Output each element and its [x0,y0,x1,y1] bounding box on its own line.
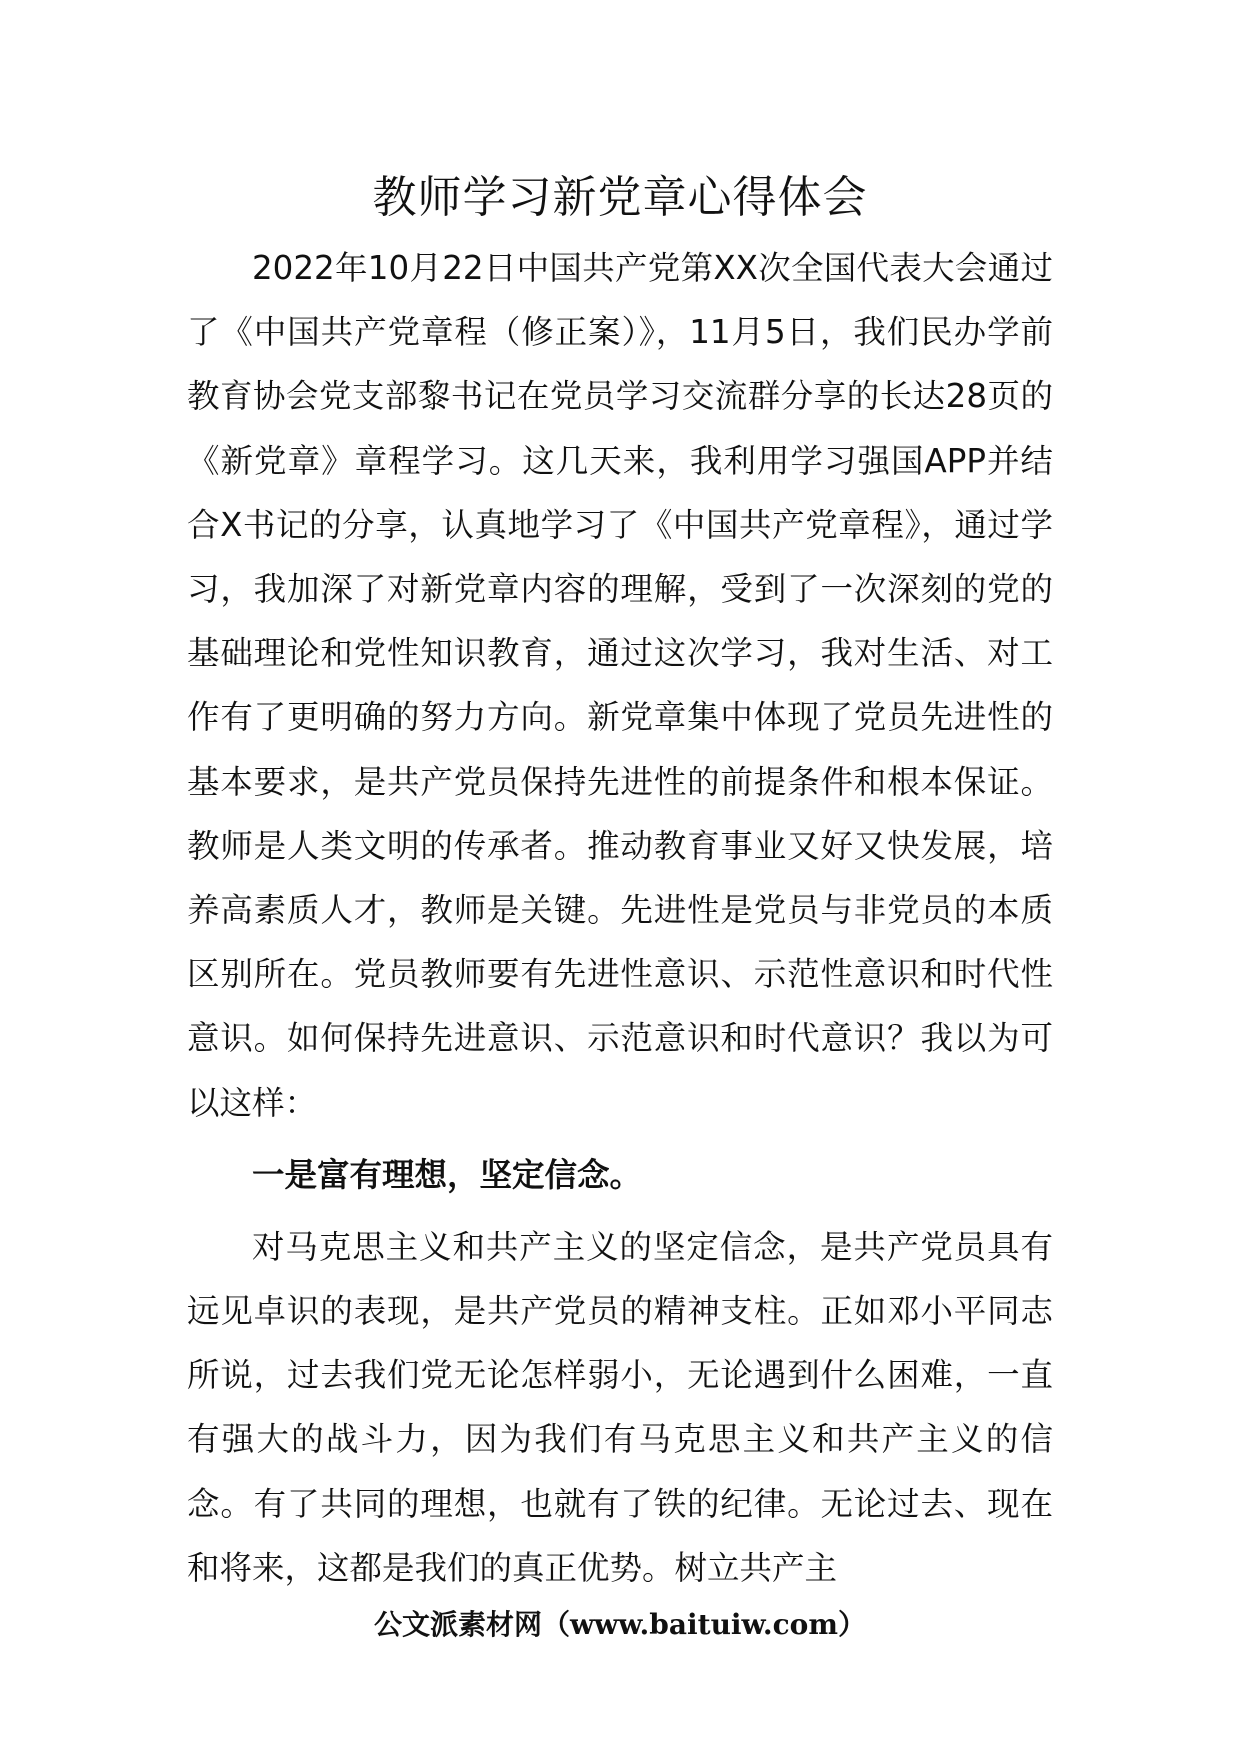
body-paragraph-belief: 对马克思主义和共产主义的坚定信念，是共产党员具有远见卓识的表现，是共产党员的精神支柱。正如邓小平同志所说，过去我们党无论怎样弱小，无论遇到什么困难，一直有强大的战斗力，因为我们有马克思主义和共产主义的信念。有了共同的理想，也就有了铁的纪律。无论过去、现在和将来，这都是我们的真正优势。树立共产主 [187,1227,1053,1587]
body-paragraph-intro: 2022年10月22日中国共产党第XX次全国代表大会通过了《中国共产党章程（修正案）》，11月5日，我们民办学前教育协会党支部黎书记在党员学习交流群分享的长达28页的《新党章》章程学习。这几天来，我利用学习强国APP并结合X书记的分享，认真地学习了《中国共产党章程》，通过学习，我加深了对新党章内容的理解，受到了一次深刻的党的基础理论和党性知识教育，通过这次学习，我对生活、对工作有了更明确的努力方向。新党章集中体现了党员先进性的基本要求，是共产党员保持先进性的前提条件和根本保证。教师是人类文明的传承者。推动教育事业又好又快发展，培养高素质人才，教师是关键。先进性是党员与非党员的本质区别所在。党员教师要有先进性意识、示范性意识和时代性意识。如何保持先进意识、示范意识和时代意识？我以为可以这样： [187,249,1053,1122]
document-title: 教师学习新党章心得体会 [372,172,868,223]
document-body [187,236,1053,1600]
section-heading-1: 一是富有理想，坚定信念。 [252,1155,643,1194]
footer-watermark: 公文派素材网（www.baituiw.com） [374,1608,866,1641]
